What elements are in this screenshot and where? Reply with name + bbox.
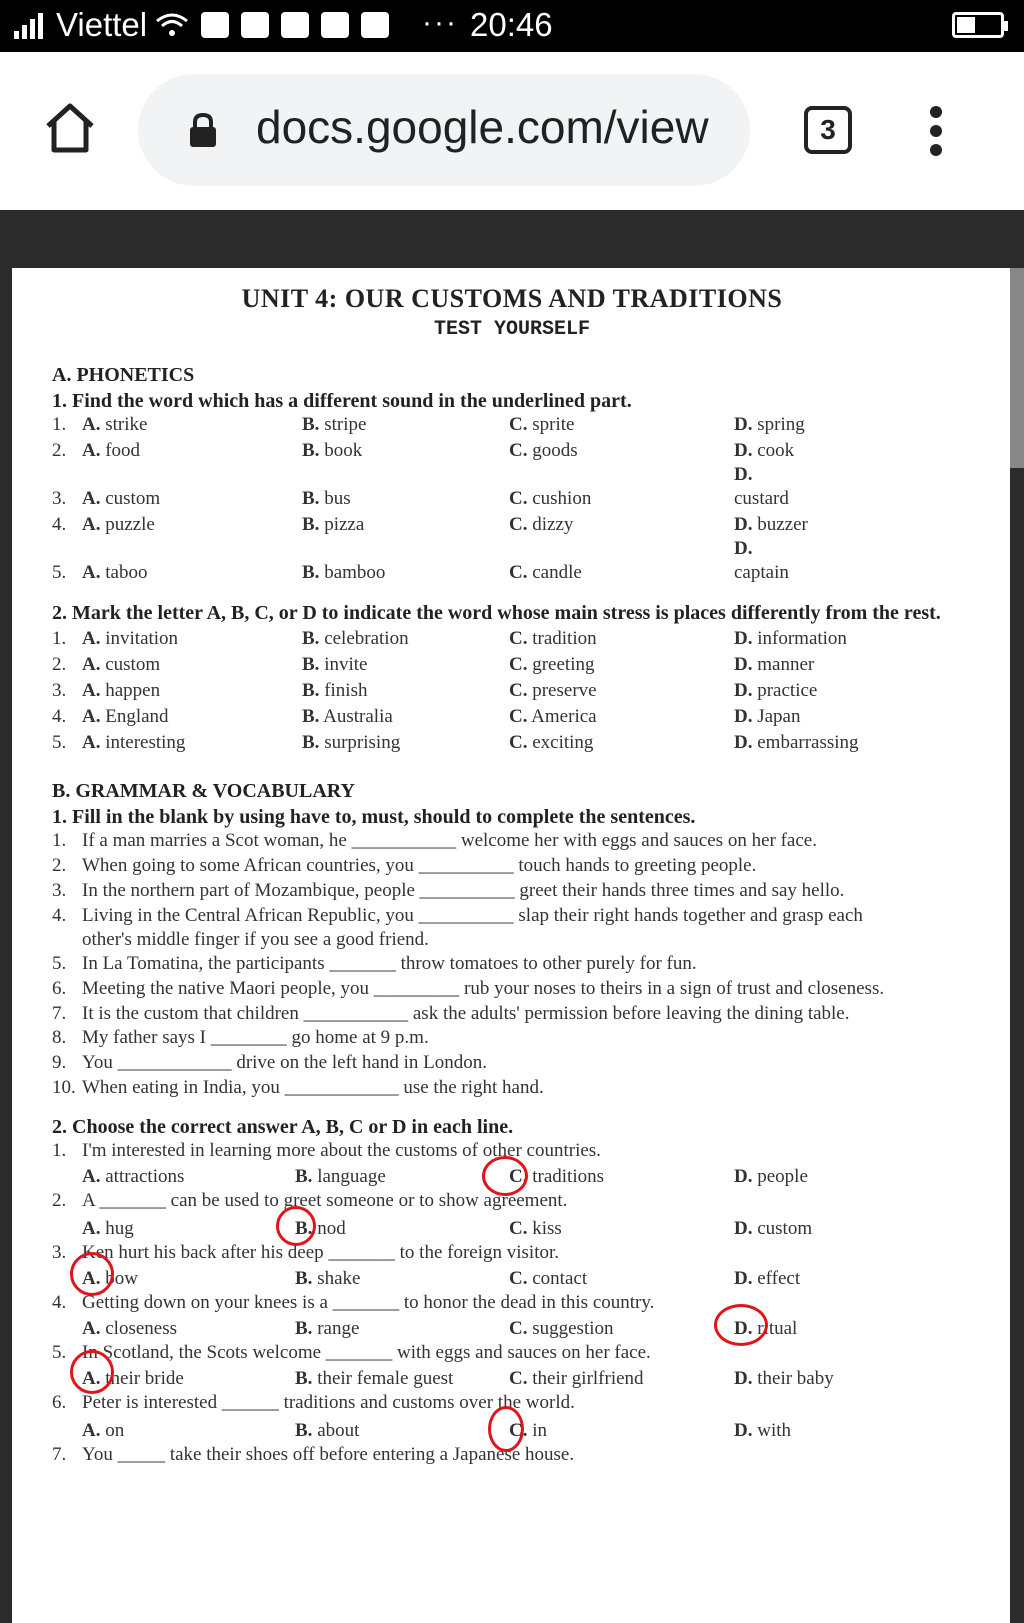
q2-row: 1. A. invitation B. celebration C. tradition D. information	[52, 628, 847, 649]
document-page	[12, 268, 1010, 1623]
scrollbar[interactable]	[1010, 268, 1024, 468]
answer-circle	[276, 1206, 316, 1246]
b1-sentence: 10. When eating in India, you ____________ use the right hand.	[52, 1077, 544, 1098]
q1-heading: 1. Find the word which has a different sound in the underlined part.	[52, 390, 632, 412]
clock: 20:46	[470, 6, 553, 43]
status-left	[14, 6, 389, 44]
b1-sentence: 4. Living in the Central African Republic, you __________ slap their right hands together and grasp each	[52, 905, 863, 926]
signal-icon	[14, 11, 48, 39]
b1-sentence: 6. Meeting the native Maori people, you _________ rub your noses to theirs in a sign of trust and closeness.	[52, 978, 885, 999]
tab-switcher-button[interactable]: 3	[804, 106, 852, 154]
b2-question: 3. Ken hurt his back after his deep _______ to the foreign visitor.	[52, 1242, 560, 1263]
overflow-menu-icon[interactable]	[930, 106, 944, 156]
b2-options: A. bow B. shake C. contact D. effect	[82, 1268, 801, 1289]
wifi-icon	[155, 11, 189, 39]
b1-sentence: 5. In La Tomatina, the participants _______ throw tomatoes to other purely for fun.	[52, 953, 697, 974]
answer-circle	[488, 1406, 524, 1452]
b2-question: 4. Getting down on your knees is a _______ to honor the dead in this country.	[52, 1292, 655, 1313]
zalo-icon	[201, 12, 229, 38]
b1-sentence: 7. It is the custom that children ___________ ask the adults' permission before leaving the dining table.	[52, 1003, 850, 1024]
b1-sentence: other's middle finger if you see a good friend.	[82, 929, 429, 950]
q2-heading: 2. Mark the letter A, B, C, or D to indicate the word whose main stress is places differently from the rest.	[52, 602, 941, 624]
doc-subtitle: TEST YOURSELF	[433, 318, 591, 341]
answer-circle	[714, 1304, 768, 1346]
b2-question: 5. In Scotland, the Scots welcome _______ with eggs and sauces on her face.	[52, 1342, 651, 1363]
b1-sentence: 2. When going to some African countries, you __________ touch hands to greeting people.	[52, 855, 757, 876]
battery-icon	[952, 12, 1004, 38]
doc-title: UNIT 4: OUR CUSTOMS AND TRADITIONS	[241, 284, 783, 313]
b1-sentence: 9. You ____________ drive on the left hand in London.	[52, 1052, 487, 1073]
q2-row: 4. A. England B. Australia C. America D. Japan	[52, 706, 801, 727]
download-done-icon	[321, 12, 349, 38]
browser-toolbar	[0, 52, 1024, 210]
b2-question: 2. A _______ can be used to greet someone or to show agreement.	[52, 1190, 568, 1211]
status-bar	[0, 0, 1024, 52]
carrier-name: Viettel	[56, 6, 148, 43]
section-b-heading: B. GRAMMAR & VOCABULARY	[52, 780, 355, 802]
q1-row-label: D.	[734, 538, 753, 559]
more-notifications-icon: ···	[422, 6, 458, 39]
q2-row: 5. A. interesting B. surprising C. exciting D. embarrassing	[52, 732, 859, 753]
q1-row: 4. A. puzzle B. pizza C. dizzy D. buzzer	[52, 514, 808, 535]
home-icon[interactable]	[42, 100, 98, 156]
b2-question: 7. You _____ take their shoes off before entering a Japanese house.	[52, 1444, 575, 1465]
b1-heading: 1. Fill in the blank by using have to, must, should to complete the sentences.	[52, 806, 696, 828]
lock-icon[interactable]	[188, 112, 218, 148]
shield-icon	[241, 12, 269, 38]
b2-options: A. closeness B. range C. suggestion D. ritual	[82, 1318, 798, 1339]
q1-row: 1. A. strike B. stripe C. sprite D. spring	[52, 414, 805, 435]
b2-heading: 2. Choose the correct answer A, B, C or D in each line.	[52, 1116, 514, 1138]
q1-row: 2. A. food B. book C. goods D. cook	[52, 440, 795, 461]
address-bar[interactable]	[138, 74, 750, 186]
q1-row: 5. A. taboo B. bamboo C. candle captain	[52, 562, 789, 583]
q2-row: 3. A. happen B. finish C. preserve D. practice	[52, 680, 818, 701]
b1-sentence: 3. In the northern part of Mozambique, people __________ greet their hands three times and say hello.	[52, 880, 845, 901]
section-a-heading: A. PHONETICS	[52, 364, 195, 386]
b2-question: 6. Peter is interested ______ traditions and customs over the world.	[52, 1392, 575, 1413]
answer-circle	[70, 1252, 114, 1296]
q1-row: 3. A. custom B. bus C. cushion custard	[52, 488, 789, 509]
b1-sentence: 8. My father says I ________ go home at 9 p.m.	[52, 1027, 429, 1048]
b2-options: A. hug B. nod C. kiss D. custom	[82, 1218, 813, 1239]
url-text[interactable]: docs.google.com/view	[256, 101, 709, 153]
q2-row: 2. A. custom B. invite C. greeting D. manner	[52, 654, 815, 675]
download-icon	[361, 12, 389, 38]
q1-row-label: D.	[734, 464, 753, 485]
answer-circle	[482, 1156, 528, 1196]
answer-circle	[70, 1350, 114, 1394]
b2-options: A. their bride B. their female guest C. their girlfriend D. their baby	[82, 1368, 834, 1389]
document-viewer[interactable]	[0, 268, 1024, 1623]
b2-options: A. on B. about C. in D. with	[82, 1420, 792, 1441]
document-viewer-header	[0, 210, 1024, 268]
b2-options: A. attractions B. language C. traditions D. people	[82, 1166, 808, 1187]
b2-question: 1. I'm interested in learning more about the customs of other countries.	[52, 1140, 601, 1161]
b1-sentence: 1. If a man marries a Scot woman, he ___________ welcome her with eggs and sauces on her face.	[52, 830, 817, 851]
mail-icon	[281, 12, 309, 38]
